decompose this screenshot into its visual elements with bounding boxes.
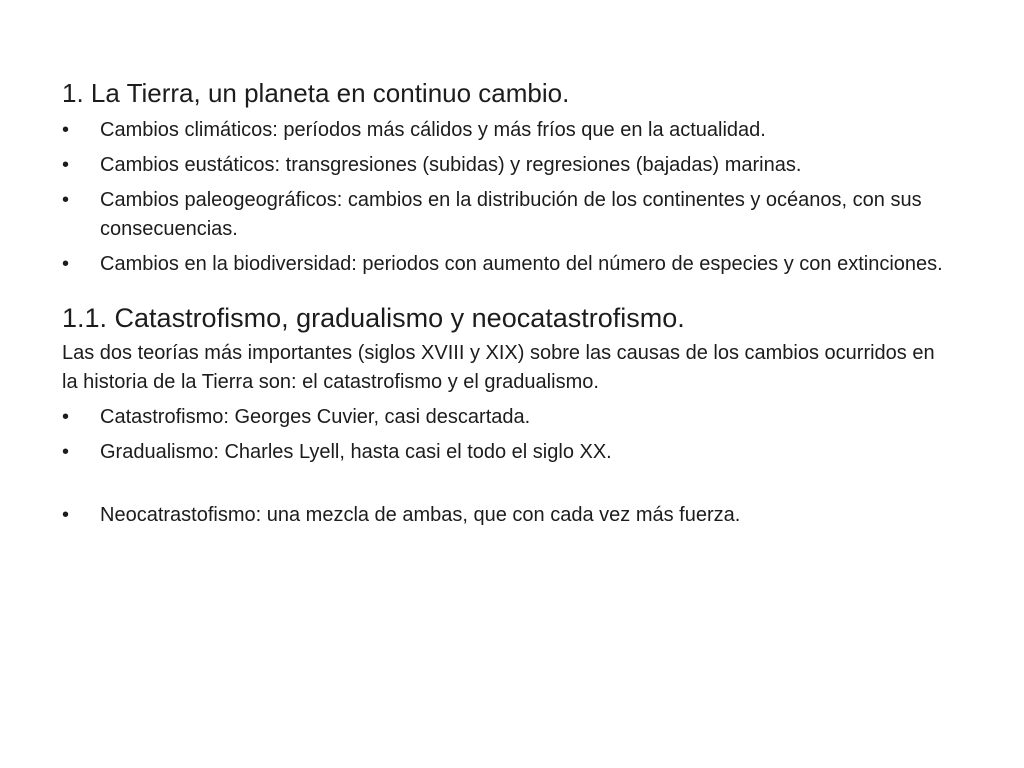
section1-bullet-list: [62, 116, 954, 279]
bullet-icon: •: [62, 253, 70, 275]
list-item: [62, 116, 954, 145]
bullet-text: Cambios en la biodiversidad: periodos con aumento del número de especies y con extinciones.: [100, 253, 943, 275]
list-item: [62, 501, 954, 530]
section2-title: 1.1. Catastrofismo, gradualismo y neocatastrofismo.: [62, 303, 685, 333]
section2-bullet-list: [62, 403, 954, 530]
list-item: [62, 403, 954, 432]
bullet-text: Cambios eustáticos: transgresiones (subidas) y regresiones (bajadas) marinas.: [100, 154, 802, 176]
bullet-icon: •: [62, 154, 70, 176]
bullet-icon: •: [62, 441, 70, 463]
bullet-text: Catastrofismo: Georges Cuvier, casi descartada.: [100, 406, 531, 428]
bullet-icon: •: [62, 119, 70, 141]
bullet-text: Neocatrastofismo: una mezcla de ambas, que con cada vez más fuerza.: [100, 504, 741, 526]
list-item: [62, 151, 954, 180]
bullet-text: Cambios climáticos: períodos más cálidos y más fríos que en la actualidad.: [100, 119, 766, 141]
list-item: [62, 438, 954, 467]
list-item: [62, 186, 954, 244]
bullet-icon: •: [62, 504, 70, 526]
section2-intro: Las dos teorías más importantes (siglos XVIII y XIX) sobre las causas de los cambios ocurridos en la historia de la Tierra son: el catastrofismo y el gradualismo.: [62, 342, 935, 393]
bullet-icon: •: [62, 406, 70, 428]
section1-title: 1. La Tierra, un planeta en continuo cambio.: [62, 78, 570, 108]
bullet-text: Cambios paleogeográficos: cambios en la distribución de los continentes y océanos, con sus consecuencias.: [100, 189, 922, 240]
bullet-text: Gradualismo: Charles Lyell, hasta casi el todo el siglo XX.: [100, 441, 612, 463]
list-item: [62, 250, 954, 279]
bullet-icon: •: [62, 189, 70, 211]
